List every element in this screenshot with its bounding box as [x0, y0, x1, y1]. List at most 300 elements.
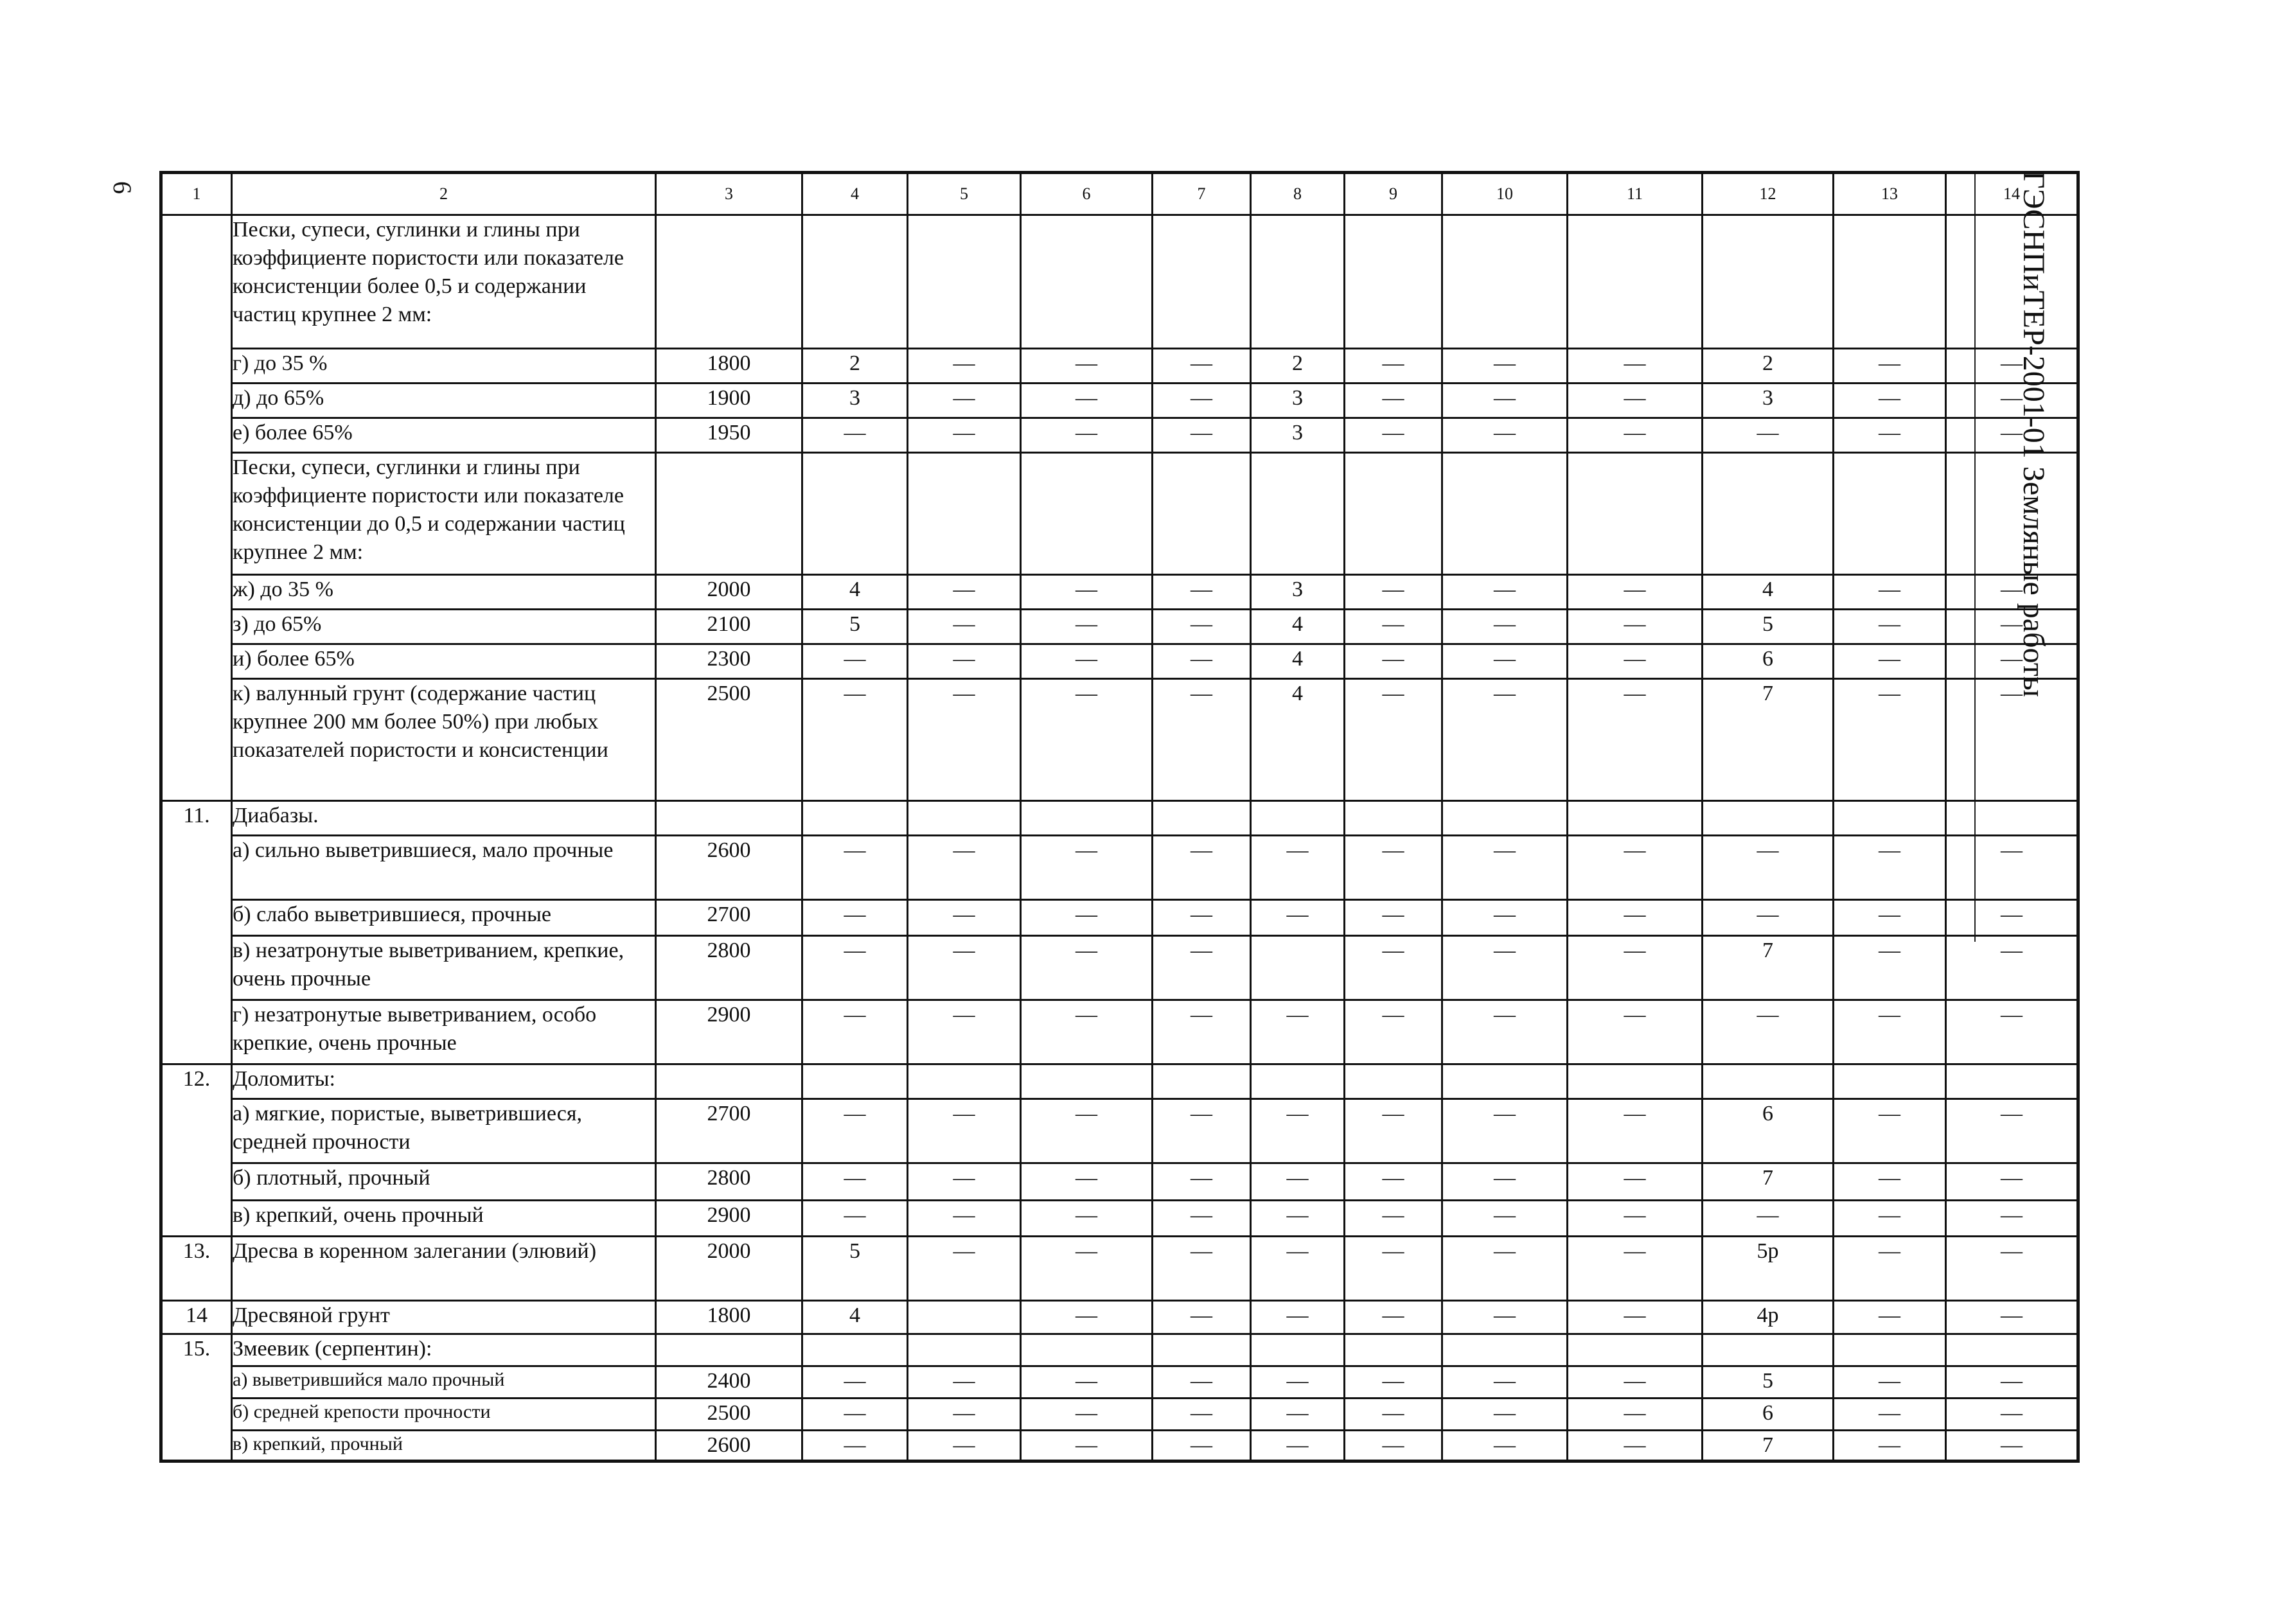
- category-cell: —: [1834, 418, 1946, 453]
- category-cell: 5: [1703, 1366, 1834, 1399]
- category-cell: [1703, 1334, 1834, 1366]
- category-cell: —: [802, 1399, 908, 1431]
- category-cell: —: [1251, 1366, 1345, 1399]
- category-cell: —: [1345, 1000, 1442, 1064]
- category-cell: —: [1834, 1301, 1946, 1334]
- category-cell: —: [1251, 1163, 1345, 1201]
- category-cell: 4: [802, 575, 908, 610]
- description-cell: ж) до 35 %: [232, 575, 656, 610]
- density-cell: 2500: [656, 1399, 802, 1431]
- header-col-14: 14: [1946, 173, 2078, 215]
- table-row: [161, 349, 2078, 384]
- category-cell: —: [1834, 1366, 1946, 1399]
- category-cell: —: [1345, 1301, 1442, 1334]
- category-cell: —: [1568, 679, 1703, 801]
- category-cell: —: [908, 679, 1021, 801]
- category-cell: —: [1834, 900, 1946, 936]
- category-cell: —: [1021, 936, 1153, 1000]
- description-cell: г) незатронутые выветриванием, особо крепкие, очень прочные: [232, 1000, 656, 1064]
- category-cell: —: [1153, 1237, 1251, 1301]
- category-cell: —: [1946, 1399, 2078, 1431]
- category-cell: 7: [1703, 679, 1834, 801]
- category-cell: —: [1021, 1000, 1153, 1064]
- description-cell: а) выветрившийся мало прочный: [232, 1366, 656, 1399]
- category-cell: —: [908, 1000, 1021, 1064]
- category-cell: —: [1442, 1399, 1568, 1431]
- category-cell: —: [908, 1399, 1021, 1431]
- category-cell: —: [1946, 349, 2078, 384]
- category-cell: [1345, 801, 1442, 836]
- category-cell: —: [802, 644, 908, 679]
- description-cell: Дресвяной грунт: [232, 1301, 656, 1334]
- category-cell: 7: [1703, 936, 1834, 1000]
- category-cell: [1946, 453, 2078, 575]
- category-cell: —: [908, 1366, 1021, 1399]
- category-cell: [1442, 1064, 1568, 1099]
- description-cell: е) более 65%: [232, 418, 656, 453]
- table-row: [161, 836, 2078, 900]
- category-cell: 6: [1703, 1099, 1834, 1163]
- category-cell: —: [1021, 1237, 1153, 1301]
- category-cell: —: [802, 1163, 908, 1201]
- category-cell: —: [1345, 936, 1442, 1000]
- density-cell: 1800: [656, 349, 802, 384]
- category-cell: —: [1345, 1366, 1442, 1399]
- category-cell: 7: [1703, 1431, 1834, 1461]
- category-cell: —: [1442, 610, 1568, 644]
- header-col-13: 13: [1834, 173, 1946, 215]
- category-cell: —: [1153, 1301, 1251, 1334]
- category-cell: [908, 1334, 1021, 1366]
- category-cell: —: [1568, 644, 1703, 679]
- category-cell: —: [1834, 575, 1946, 610]
- category-cell: [1153, 801, 1251, 836]
- category-cell: —: [1834, 644, 1946, 679]
- category-cell: —: [1946, 1099, 2078, 1163]
- table-row: [161, 1000, 2078, 1064]
- description-cell: Пески, супеси, суглинки и глины при коэффициенте пористости или показателе консистенции до 0,5 и содержании частиц крупнее 2 мм:: [232, 453, 656, 575]
- page-number: 6: [108, 181, 137, 194]
- table-row: [161, 1431, 2078, 1461]
- category-cell: —: [1153, 900, 1251, 936]
- category-cell: [1251, 215, 1345, 349]
- category-cell: [802, 1334, 908, 1366]
- category-cell: —: [1834, 1163, 1946, 1201]
- description-cell: и) более 65%: [232, 644, 656, 679]
- category-cell: [908, 1301, 1021, 1334]
- category-cell: —: [802, 1000, 908, 1064]
- category-cell: —: [1568, 1399, 1703, 1431]
- density-cell: [656, 215, 802, 349]
- description-cell: д) до 65%: [232, 384, 656, 418]
- category-cell: —: [1251, 1099, 1345, 1163]
- category-cell: —: [1834, 936, 1946, 1000]
- header-col-12: 12: [1703, 173, 1834, 215]
- description-cell: а) сильно выветрившиеся, мало прочные: [232, 836, 656, 900]
- category-cell: [1021, 1064, 1153, 1099]
- category-cell: —: [802, 679, 908, 801]
- category-cell: —: [1946, 900, 2078, 936]
- category-cell: —: [1946, 575, 2078, 610]
- category-cell: —: [1946, 936, 2078, 1000]
- table-row: [161, 801, 2078, 836]
- header-col-4: 4: [802, 173, 908, 215]
- category-cell: —: [1153, 349, 1251, 384]
- table-row: [161, 936, 2078, 1000]
- category-cell: —: [1153, 936, 1251, 1000]
- category-cell: [1946, 215, 2078, 349]
- category-cell: —: [1568, 575, 1703, 610]
- category-cell: —: [1946, 384, 2078, 418]
- category-cell: —: [1568, 936, 1703, 1000]
- category-cell: [908, 801, 1021, 836]
- category-cell: —: [802, 900, 908, 936]
- category-cell: —: [1345, 1237, 1442, 1301]
- category-cell: —: [1153, 418, 1251, 453]
- category-cell: —: [1834, 1237, 1946, 1301]
- category-cell: —: [1153, 384, 1251, 418]
- category-cell: [1442, 1334, 1568, 1366]
- category-cell: [1703, 801, 1834, 836]
- category-cell: —: [802, 1099, 908, 1163]
- category-cell: [1251, 1064, 1345, 1099]
- category-cell: [1946, 1334, 2078, 1366]
- category-cell: —: [1834, 836, 1946, 900]
- table-row: [161, 1301, 2078, 1334]
- category-cell: —: [1153, 679, 1251, 801]
- category-cell: [1153, 453, 1251, 575]
- table-row: [161, 1099, 2078, 1163]
- header-col-10: 10: [1442, 173, 1568, 215]
- category-cell: [908, 215, 1021, 349]
- category-cell: —: [1021, 1099, 1153, 1163]
- category-cell: [1345, 215, 1442, 349]
- category-cell: —: [1834, 1099, 1946, 1163]
- category-cell: [1345, 1334, 1442, 1366]
- category-cell: —: [1568, 1301, 1703, 1334]
- category-cell: —: [908, 575, 1021, 610]
- category-cell: —: [1021, 1399, 1153, 1431]
- category-cell: —: [1946, 1237, 2078, 1301]
- category-cell: 3: [1251, 418, 1345, 453]
- header-col-3: 3: [656, 173, 802, 215]
- category-cell: 4: [1703, 575, 1834, 610]
- density-cell: 2600: [656, 836, 802, 900]
- header-col-5: 5: [908, 173, 1021, 215]
- density-cell: 2000: [656, 575, 802, 610]
- description-cell: б) средней крепости прочности: [232, 1399, 656, 1431]
- row-number-cell: 15.: [161, 1334, 232, 1461]
- density-cell: [656, 1334, 802, 1366]
- category-cell: [1021, 215, 1153, 349]
- table-body: [161, 215, 2078, 1461]
- category-cell: —: [1345, 1201, 1442, 1237]
- density-cell: 2400: [656, 1366, 802, 1399]
- category-cell: [802, 801, 908, 836]
- category-cell: [802, 215, 908, 349]
- category-cell: —: [1442, 1000, 1568, 1064]
- category-cell: —: [1251, 1301, 1345, 1334]
- category-cell: —: [1153, 1201, 1251, 1237]
- category-cell: 5: [802, 610, 908, 644]
- density-cell: 2800: [656, 936, 802, 1000]
- category-cell: —: [1568, 836, 1703, 900]
- category-cell: —: [1251, 900, 1345, 936]
- category-cell: —: [1946, 418, 2078, 453]
- category-cell: —: [1946, 644, 2078, 679]
- category-cell: —: [1568, 1237, 1703, 1301]
- category-cell: —: [1946, 1201, 2078, 1237]
- category-cell: —: [1703, 1000, 1834, 1064]
- category-cell: —: [1568, 900, 1703, 936]
- table-row: [161, 610, 2078, 644]
- category-cell: —: [1703, 836, 1834, 900]
- description-cell: б) плотный, прочный: [232, 1163, 656, 1201]
- header-col-8: 8: [1251, 173, 1345, 215]
- category-cell: —: [1251, 1237, 1345, 1301]
- category-cell: 3: [1703, 384, 1834, 418]
- category-cell: —: [1442, 1366, 1568, 1399]
- category-cell: [1345, 1064, 1442, 1099]
- category-cell: —: [802, 1366, 908, 1399]
- category-cell: —: [1568, 384, 1703, 418]
- category-cell: —: [1442, 836, 1568, 900]
- category-cell: —: [1568, 1000, 1703, 1064]
- category-cell: —: [1345, 836, 1442, 900]
- row-number-cell: [161, 215, 232, 801]
- category-cell: —: [1442, 936, 1568, 1000]
- category-cell: [1021, 801, 1153, 836]
- category-cell: 3: [1251, 384, 1345, 418]
- description-cell: а) мягкие, пористые, выветрившиеся, средней прочности: [232, 1099, 656, 1163]
- category-cell: —: [1153, 836, 1251, 900]
- density-cell: 2500: [656, 679, 802, 801]
- category-cell: —: [1442, 575, 1568, 610]
- category-cell: —: [1946, 610, 2078, 644]
- category-cell: —: [1345, 644, 1442, 679]
- category-cell: —: [1946, 836, 2078, 900]
- category-cell: —: [1153, 1099, 1251, 1163]
- category-cell: —: [908, 1431, 1021, 1461]
- category-cell: [1568, 1064, 1703, 1099]
- category-cell: —: [802, 936, 908, 1000]
- category-cell: —: [1442, 384, 1568, 418]
- density-cell: [656, 453, 802, 575]
- category-cell: —: [908, 1099, 1021, 1163]
- category-cell: —: [1153, 1431, 1251, 1461]
- category-cell: —: [1251, 1000, 1345, 1064]
- category-cell: —: [1021, 384, 1153, 418]
- category-cell: —: [1834, 679, 1946, 801]
- category-cell: [1251, 453, 1345, 575]
- table-row: [161, 1366, 2078, 1399]
- category-cell: [802, 453, 908, 575]
- category-cell: [1568, 801, 1703, 836]
- description-cell: в) крепкий, прочный: [232, 1431, 656, 1461]
- category-cell: —: [1345, 1431, 1442, 1461]
- density-cell: [656, 1064, 802, 1099]
- category-cell: —: [1834, 1399, 1946, 1431]
- category-cell: 4р: [1703, 1301, 1834, 1334]
- category-cell: —: [1834, 349, 1946, 384]
- category-cell: [1442, 453, 1568, 575]
- category-cell: —: [1251, 1201, 1345, 1237]
- table-row: [161, 1334, 2078, 1366]
- category-cell: [1442, 801, 1568, 836]
- description-cell: Диабазы.: [232, 801, 656, 836]
- density-cell: 2000: [656, 1237, 802, 1301]
- category-cell: —: [1834, 1201, 1946, 1237]
- category-cell: 2: [1251, 349, 1345, 384]
- category-cell: —: [1345, 900, 1442, 936]
- category-cell: 4: [1251, 679, 1345, 801]
- category-cell: —: [1021, 1201, 1153, 1237]
- category-cell: —: [802, 418, 908, 453]
- category-cell: [1568, 453, 1703, 575]
- category-cell: —: [1153, 1366, 1251, 1399]
- category-cell: —: [908, 936, 1021, 1000]
- category-cell: [802, 1064, 908, 1099]
- category-cell: —: [908, 900, 1021, 936]
- header-col-11: 11: [1568, 173, 1703, 215]
- category-cell: —: [1442, 1301, 1568, 1334]
- category-cell: 3: [1251, 575, 1345, 610]
- category-cell: —: [1021, 1163, 1153, 1201]
- category-cell: —: [1345, 575, 1442, 610]
- density-cell: [656, 801, 802, 836]
- category-cell: —: [1568, 418, 1703, 453]
- category-cell: [908, 1064, 1021, 1099]
- category-cell: —: [1834, 384, 1946, 418]
- category-cell: [1021, 453, 1153, 575]
- category-cell: —: [1442, 1163, 1568, 1201]
- category-cell: —: [1251, 1431, 1345, 1461]
- category-cell: —: [1021, 1431, 1153, 1461]
- table-row: [161, 418, 2078, 453]
- header-col-7: 7: [1153, 173, 1251, 215]
- category-cell: [1251, 801, 1345, 836]
- category-cell: —: [802, 836, 908, 900]
- density-cell: 1950: [656, 418, 802, 453]
- category-cell: [1568, 215, 1703, 349]
- description-cell: з) до 65%: [232, 610, 656, 644]
- description-cell: в) незатронутые выветриванием, крепкие, очень прочные: [232, 936, 656, 1000]
- category-cell: 6: [1703, 644, 1834, 679]
- density-cell: 2600: [656, 1431, 802, 1461]
- category-cell: —: [1442, 644, 1568, 679]
- category-cell: [1568, 1334, 1703, 1366]
- category-cell: —: [1345, 679, 1442, 801]
- description-cell: к) валунный грунт (содержание частиц крупнее 200 мм более 50%) при любых показателей пористости и консистенции: [232, 679, 656, 801]
- earthworks-table: [159, 171, 2080, 1463]
- category-cell: 4: [1251, 644, 1345, 679]
- header-col-1: 1: [161, 173, 232, 215]
- category-cell: —: [1834, 1000, 1946, 1064]
- description-cell: в) крепкий, очень прочный: [232, 1201, 656, 1237]
- category-cell: —: [1345, 610, 1442, 644]
- category-cell: [1153, 1334, 1251, 1366]
- density-cell: 2700: [656, 1099, 802, 1163]
- row-number-cell: 11.: [161, 801, 232, 1064]
- category-cell: —: [1021, 836, 1153, 900]
- category-cell: [1703, 215, 1834, 349]
- category-cell: 4: [1251, 610, 1345, 644]
- category-cell: [1251, 936, 1345, 1000]
- description-cell: Пески, супеси, суглинки и глины при коэффициенте пористости или показателе консистенции более 0,5 и содержании частиц крупнее 2 мм:: [232, 215, 656, 349]
- category-cell: —: [1946, 1301, 2078, 1334]
- category-cell: 5: [802, 1237, 908, 1301]
- density-cell: 2900: [656, 1000, 802, 1064]
- category-cell: —: [1442, 900, 1568, 936]
- table-row: [161, 1399, 2078, 1431]
- category-cell: —: [1021, 1301, 1153, 1334]
- category-cell: —: [1153, 1399, 1251, 1431]
- table-row: [161, 575, 2078, 610]
- category-cell: —: [908, 836, 1021, 900]
- category-cell: —: [1834, 610, 1946, 644]
- category-cell: —: [1946, 1163, 2078, 1201]
- description-cell: Доломиты:: [232, 1064, 656, 1099]
- category-cell: —: [1021, 900, 1153, 936]
- category-cell: —: [1442, 418, 1568, 453]
- category-cell: —: [908, 1163, 1021, 1201]
- category-cell: —: [802, 1431, 908, 1461]
- category-cell: 2: [1703, 349, 1834, 384]
- description-cell: б) слабо выветрившиеся, прочные: [232, 900, 656, 936]
- header-col-9: 9: [1345, 173, 1442, 215]
- category-cell: —: [1021, 610, 1153, 644]
- category-cell: [1251, 1334, 1345, 1366]
- category-cell: [1946, 1064, 2078, 1099]
- density-cell: 1800: [656, 1301, 802, 1334]
- category-cell: [1834, 215, 1946, 349]
- category-cell: —: [1568, 1099, 1703, 1163]
- category-cell: [1153, 215, 1251, 349]
- table-row: [161, 384, 2078, 418]
- category-cell: —: [1703, 418, 1834, 453]
- category-cell: —: [1568, 1366, 1703, 1399]
- category-cell: 5: [1703, 610, 1834, 644]
- category-cell: [1834, 801, 1946, 836]
- category-cell: —: [1021, 575, 1153, 610]
- category-cell: —: [1442, 1099, 1568, 1163]
- category-cell: —: [1345, 384, 1442, 418]
- row-number-cell: 13.: [161, 1237, 232, 1301]
- category-cell: —: [1442, 1431, 1568, 1461]
- table-row: [161, 1064, 2078, 1099]
- category-cell: —: [1442, 1237, 1568, 1301]
- category-cell: —: [1568, 349, 1703, 384]
- density-cell: 1900: [656, 384, 802, 418]
- category-cell: —: [1251, 836, 1345, 900]
- table-row: [161, 644, 2078, 679]
- density-cell: 2700: [656, 900, 802, 936]
- category-cell: [1834, 1064, 1946, 1099]
- category-cell: —: [908, 1201, 1021, 1237]
- category-cell: —: [1153, 610, 1251, 644]
- density-cell: 2800: [656, 1163, 802, 1201]
- category-cell: [1153, 1064, 1251, 1099]
- category-cell: [1834, 1334, 1946, 1366]
- category-cell: —: [1703, 1201, 1834, 1237]
- category-cell: —: [1345, 349, 1442, 384]
- table-row: [161, 1237, 2078, 1301]
- category-cell: —: [1568, 1201, 1703, 1237]
- density-cell: 2300: [656, 644, 802, 679]
- category-cell: [1946, 801, 2078, 836]
- category-cell: —: [802, 1201, 908, 1237]
- category-cell: —: [1568, 610, 1703, 644]
